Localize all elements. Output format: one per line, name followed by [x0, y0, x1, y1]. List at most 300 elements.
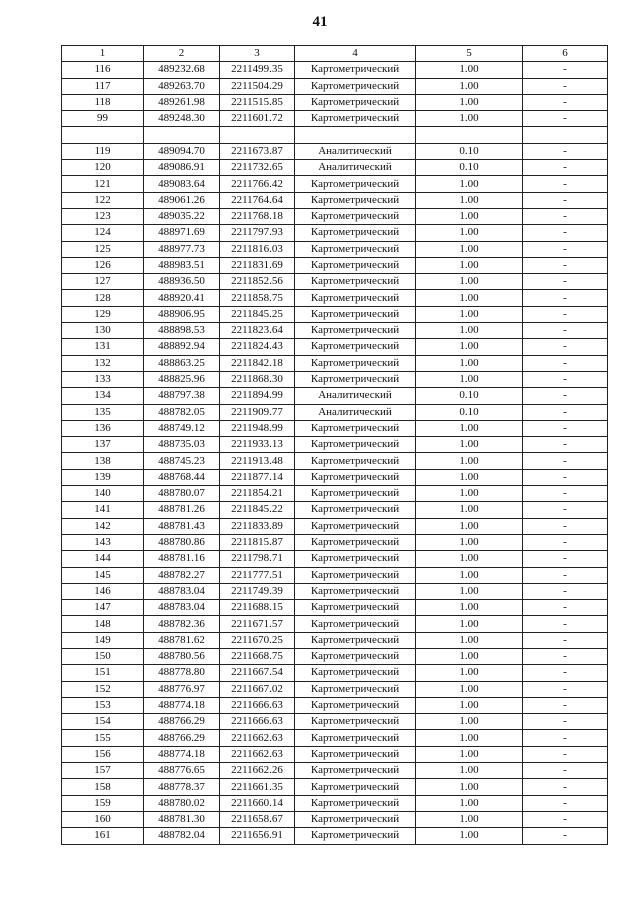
point-number-cell	[62, 127, 144, 143]
note-cell: -	[523, 257, 608, 273]
table-row	[62, 420, 608, 436]
x-coordinate-cell: 488778.37	[144, 779, 220, 795]
x-coordinate-cell: 489248.30	[144, 111, 220, 127]
x-coordinate-cell: 488782.27	[144, 567, 220, 583]
method-cell: Картометрический	[295, 355, 416, 371]
table-row	[62, 176, 608, 192]
y-coordinate-cell: 2211845.22	[220, 502, 295, 518]
note-cell: -	[523, 420, 608, 436]
x-coordinate-cell: 488936.50	[144, 274, 220, 290]
accuracy-cell: 1.00	[416, 551, 523, 567]
x-coordinate-cell: 488768.44	[144, 469, 220, 485]
table-row	[62, 355, 608, 371]
accuracy-cell: 1.00	[416, 665, 523, 681]
note-cell: -	[523, 143, 608, 159]
note-cell: -	[523, 681, 608, 697]
point-number-cell: 124	[62, 225, 144, 241]
method-cell: Картометрический	[295, 583, 416, 599]
table-row	[62, 62, 608, 78]
point-number-cell: 149	[62, 632, 144, 648]
x-coordinate-cell: 488766.29	[144, 730, 220, 746]
accuracy-cell: 1.00	[416, 111, 523, 127]
y-coordinate-cell: 2211858.75	[220, 290, 295, 306]
note-cell: -	[523, 616, 608, 632]
point-number-cell: 143	[62, 534, 144, 550]
table-row	[62, 225, 608, 241]
y-coordinate-cell: 2211833.89	[220, 518, 295, 534]
table-row	[62, 551, 608, 567]
note-cell: -	[523, 306, 608, 322]
method-cell: Картометрический	[295, 371, 416, 387]
column-header: 2	[144, 46, 220, 62]
y-coordinate-cell: 2211798.71	[220, 551, 295, 567]
note-cell: -	[523, 323, 608, 339]
point-number-cell: 118	[62, 94, 144, 110]
x-coordinate-cell: 488774.18	[144, 746, 220, 762]
accuracy-cell: 1.00	[416, 486, 523, 502]
method-cell: Картометрический	[295, 632, 416, 648]
note-cell: -	[523, 567, 608, 583]
x-coordinate-cell: 488749.12	[144, 420, 220, 436]
y-coordinate-cell: 2211673.87	[220, 143, 295, 159]
accuracy-cell: 1.00	[416, 225, 523, 241]
x-coordinate-cell	[144, 127, 220, 143]
table-row	[62, 811, 608, 827]
point-number-cell: 145	[62, 567, 144, 583]
x-coordinate-cell: 488778.80	[144, 665, 220, 681]
table-row	[62, 437, 608, 453]
x-coordinate-cell: 488766.29	[144, 714, 220, 730]
accuracy-cell: 1.00	[416, 616, 523, 632]
note-cell: -	[523, 779, 608, 795]
y-coordinate-cell: 2211671.57	[220, 616, 295, 632]
y-coordinate-cell: 2211662.63	[220, 746, 295, 762]
table-row	[62, 208, 608, 224]
y-coordinate-cell: 2211662.26	[220, 763, 295, 779]
method-cell: Картометрический	[295, 665, 416, 681]
note-cell: -	[523, 828, 608, 844]
y-coordinate-cell: 2211749.39	[220, 583, 295, 599]
y-coordinate-cell: 2211852.56	[220, 274, 295, 290]
table-row	[62, 160, 608, 176]
table-row	[62, 323, 608, 339]
point-number-cell: 117	[62, 78, 144, 94]
x-coordinate-cell: 488780.56	[144, 648, 220, 664]
note-cell: -	[523, 534, 608, 550]
note-cell: -	[523, 518, 608, 534]
method-cell: Картометрический	[295, 339, 416, 355]
method-cell: Картометрический	[295, 811, 416, 827]
accuracy-cell: 1.00	[416, 339, 523, 355]
method-cell: Картометрический	[295, 241, 416, 257]
y-coordinate-cell: 2211823.64	[220, 323, 295, 339]
y-coordinate-cell: 2211504.29	[220, 78, 295, 94]
method-cell: Картометрический	[295, 192, 416, 208]
point-number-cell: 132	[62, 355, 144, 371]
point-number-cell: 135	[62, 404, 144, 420]
point-number-cell: 137	[62, 437, 144, 453]
accuracy-cell: 0.10	[416, 388, 523, 404]
method-cell: Картометрический	[295, 567, 416, 583]
y-coordinate-cell: 2211660.14	[220, 795, 295, 811]
x-coordinate-cell: 488781.43	[144, 518, 220, 534]
point-number-cell: 150	[62, 648, 144, 664]
method-cell: Картометрический	[295, 518, 416, 534]
point-number-cell: 136	[62, 420, 144, 436]
table-row	[62, 600, 608, 616]
table-row	[62, 274, 608, 290]
note-cell: -	[523, 502, 608, 518]
method-cell: Картометрический	[295, 795, 416, 811]
note-cell: -	[523, 94, 608, 110]
x-coordinate-cell: 488797.38	[144, 388, 220, 404]
x-coordinate-cell: 488983.51	[144, 257, 220, 273]
y-coordinate-cell: 2211913.48	[220, 453, 295, 469]
note-cell: -	[523, 648, 608, 664]
y-coordinate-cell: 2211658.67	[220, 811, 295, 827]
note-cell: -	[523, 78, 608, 94]
note-cell: -	[523, 241, 608, 257]
note-cell: -	[523, 111, 608, 127]
column-header: 5	[416, 46, 523, 62]
x-coordinate-cell: 488781.16	[144, 551, 220, 567]
accuracy-cell: 1.00	[416, 828, 523, 844]
x-coordinate-cell: 488971.69	[144, 225, 220, 241]
point-number-cell: 126	[62, 257, 144, 273]
note-cell: -	[523, 763, 608, 779]
method-cell: Картометрический	[295, 420, 416, 436]
note-cell: -	[523, 469, 608, 485]
x-coordinate-cell: 488774.18	[144, 697, 220, 713]
note-cell: -	[523, 714, 608, 730]
point-number-cell: 134	[62, 388, 144, 404]
note-cell: -	[523, 355, 608, 371]
table-row	[62, 828, 608, 844]
method-cell: Картометрический	[295, 306, 416, 322]
table-row	[62, 681, 608, 697]
table-row	[62, 469, 608, 485]
y-coordinate-cell: 2211688.15	[220, 600, 295, 616]
note-cell: -	[523, 486, 608, 502]
note-cell: -	[523, 208, 608, 224]
point-number-cell: 152	[62, 681, 144, 697]
y-coordinate-cell: 2211661.35	[220, 779, 295, 795]
x-coordinate-cell: 488783.04	[144, 600, 220, 616]
accuracy-cell: 1.00	[416, 502, 523, 518]
y-coordinate-cell: 2211656.91	[220, 828, 295, 844]
point-number-cell: 144	[62, 551, 144, 567]
x-coordinate-cell: 488920.41	[144, 290, 220, 306]
table-row	[62, 632, 608, 648]
table-row	[62, 730, 608, 746]
point-number-cell: 142	[62, 518, 144, 534]
note-cell: -	[523, 225, 608, 241]
table-row	[62, 94, 608, 110]
table-row	[62, 518, 608, 534]
x-coordinate-cell: 489232.68	[144, 62, 220, 78]
note-cell: -	[523, 290, 608, 306]
y-coordinate-cell: 2211933.13	[220, 437, 295, 453]
column-header: 3	[220, 46, 295, 62]
accuracy-cell: 1.00	[416, 746, 523, 762]
method-cell: Картометрический	[295, 616, 416, 632]
accuracy-cell: 1.00	[416, 600, 523, 616]
point-number-cell: 99	[62, 111, 144, 127]
table-row	[62, 583, 608, 599]
note-cell: -	[523, 176, 608, 192]
accuracy-cell: 1.00	[416, 811, 523, 827]
accuracy-cell: 1.00	[416, 274, 523, 290]
method-cell: Картометрический	[295, 257, 416, 273]
note-cell: -	[523, 437, 608, 453]
note-cell: -	[523, 404, 608, 420]
y-coordinate-cell: 2211894.99	[220, 388, 295, 404]
accuracy-cell: 1.00	[416, 323, 523, 339]
point-number-cell: 157	[62, 763, 144, 779]
point-number-cell: 123	[62, 208, 144, 224]
point-number-cell: 125	[62, 241, 144, 257]
accuracy-cell: 1.00	[416, 241, 523, 257]
point-number-cell: 153	[62, 697, 144, 713]
table-row	[62, 388, 608, 404]
x-coordinate-cell: 488776.97	[144, 681, 220, 697]
point-number-cell: 146	[62, 583, 144, 599]
method-cell: Картометрический	[295, 111, 416, 127]
table-row	[62, 746, 608, 762]
point-number-cell: 131	[62, 339, 144, 355]
y-coordinate-cell: 2211854.21	[220, 486, 295, 502]
method-cell: Картометрический	[295, 486, 416, 502]
table-row	[62, 404, 608, 420]
x-coordinate-cell: 488780.02	[144, 795, 220, 811]
note-cell	[523, 127, 608, 143]
accuracy-cell: 1.00	[416, 257, 523, 273]
table-row	[62, 714, 608, 730]
table-row	[62, 290, 608, 306]
x-coordinate-cell: 488906.95	[144, 306, 220, 322]
y-coordinate-cell: 2211766.42	[220, 176, 295, 192]
method-cell: Картометрический	[295, 697, 416, 713]
point-number-cell: 119	[62, 143, 144, 159]
method-cell: Картометрический	[295, 600, 416, 616]
method-cell	[295, 127, 416, 143]
x-coordinate-cell: 488898.53	[144, 323, 220, 339]
table-row	[62, 78, 608, 94]
method-cell: Аналитический	[295, 388, 416, 404]
point-number-cell: 140	[62, 486, 144, 502]
point-number-cell: 116	[62, 62, 144, 78]
accuracy-cell: 1.00	[416, 306, 523, 322]
x-coordinate-cell: 489263.70	[144, 78, 220, 94]
accuracy-cell: 1.00	[416, 453, 523, 469]
x-coordinate-cell: 489261.98	[144, 94, 220, 110]
x-coordinate-cell: 488776.65	[144, 763, 220, 779]
method-cell: Картометрический	[295, 78, 416, 94]
point-number-cell: 121	[62, 176, 144, 192]
table-row	[62, 534, 608, 550]
accuracy-cell: 0.10	[416, 143, 523, 159]
point-number-cell: 159	[62, 795, 144, 811]
y-coordinate-cell: 2211666.63	[220, 697, 295, 713]
y-coordinate-cell: 2211670.25	[220, 632, 295, 648]
point-number-cell: 161	[62, 828, 144, 844]
accuracy-cell: 0.10	[416, 404, 523, 420]
y-coordinate-cell: 2211662.63	[220, 730, 295, 746]
table-row	[62, 502, 608, 518]
x-coordinate-cell: 488735.03	[144, 437, 220, 453]
table-row	[62, 306, 608, 322]
method-cell: Картометрический	[295, 730, 416, 746]
note-cell: -	[523, 388, 608, 404]
method-cell: Картометрический	[295, 290, 416, 306]
accuracy-cell: 1.00	[416, 469, 523, 485]
x-coordinate-cell: 488745.23	[144, 453, 220, 469]
note-cell: -	[523, 600, 608, 616]
y-coordinate-cell: 2211777.51	[220, 567, 295, 583]
y-coordinate-cell: 2211815.87	[220, 534, 295, 550]
table-row	[62, 192, 608, 208]
accuracy-cell: 1.00	[416, 420, 523, 436]
method-cell: Картометрический	[295, 94, 416, 110]
method-cell: Картометрический	[295, 551, 416, 567]
coordinates-table	[61, 45, 608, 845]
table-header-row	[62, 46, 608, 62]
method-cell: Картометрический	[295, 176, 416, 192]
note-cell: -	[523, 795, 608, 811]
y-coordinate-cell: 2211816.03	[220, 241, 295, 257]
method-cell: Картометрический	[295, 437, 416, 453]
y-coordinate-cell: 2211668.75	[220, 648, 295, 664]
accuracy-cell	[416, 127, 523, 143]
method-cell: Аналитический	[295, 160, 416, 176]
x-coordinate-cell: 488782.04	[144, 828, 220, 844]
note-cell: -	[523, 192, 608, 208]
table-row	[62, 127, 608, 143]
note-cell: -	[523, 62, 608, 78]
table-row	[62, 779, 608, 795]
y-coordinate-cell: 2211732.65	[220, 160, 295, 176]
method-cell: Картометрический	[295, 502, 416, 518]
method-cell: Картометрический	[295, 746, 416, 762]
point-number-cell: 158	[62, 779, 144, 795]
x-coordinate-cell: 488782.05	[144, 404, 220, 420]
point-number-cell: 127	[62, 274, 144, 290]
accuracy-cell: 1.00	[416, 648, 523, 664]
method-cell: Картометрический	[295, 681, 416, 697]
table-row	[62, 567, 608, 583]
accuracy-cell: 1.00	[416, 62, 523, 78]
point-number-cell: 128	[62, 290, 144, 306]
y-coordinate-cell: 2211948.99	[220, 420, 295, 436]
x-coordinate-cell: 488783.04	[144, 583, 220, 599]
table-row	[62, 339, 608, 355]
method-cell: Картометрический	[295, 648, 416, 664]
x-coordinate-cell: 489061.26	[144, 192, 220, 208]
point-number-cell: 154	[62, 714, 144, 730]
x-coordinate-cell: 488781.62	[144, 632, 220, 648]
point-number-cell: 141	[62, 502, 144, 518]
note-cell: -	[523, 160, 608, 176]
method-cell: Картометрический	[295, 534, 416, 550]
point-number-cell: 120	[62, 160, 144, 176]
note-cell: -	[523, 730, 608, 746]
x-coordinate-cell: 488863.25	[144, 355, 220, 371]
y-coordinate-cell: 2211601.72	[220, 111, 295, 127]
table-row	[62, 616, 608, 632]
x-coordinate-cell: 488780.07	[144, 486, 220, 502]
x-coordinate-cell: 488780.86	[144, 534, 220, 550]
accuracy-cell: 1.00	[416, 518, 523, 534]
y-coordinate-cell: 2211845.25	[220, 306, 295, 322]
accuracy-cell: 0.10	[416, 160, 523, 176]
method-cell: Картометрический	[295, 274, 416, 290]
point-number-cell: 138	[62, 453, 144, 469]
point-number-cell: 156	[62, 746, 144, 762]
accuracy-cell: 1.00	[416, 714, 523, 730]
x-coordinate-cell: 488825.96	[144, 371, 220, 387]
table-row	[62, 763, 608, 779]
accuracy-cell: 1.00	[416, 730, 523, 746]
table-row	[62, 111, 608, 127]
note-cell: -	[523, 665, 608, 681]
y-coordinate-cell: 2211768.18	[220, 208, 295, 224]
x-coordinate-cell: 489035.22	[144, 208, 220, 224]
note-cell: -	[523, 371, 608, 387]
accuracy-cell: 1.00	[416, 176, 523, 192]
method-cell: Картометрический	[295, 763, 416, 779]
accuracy-cell: 1.00	[416, 371, 523, 387]
point-number-cell: 139	[62, 469, 144, 485]
y-coordinate-cell: 2211667.02	[220, 681, 295, 697]
point-number-cell: 160	[62, 811, 144, 827]
table-row	[62, 665, 608, 681]
table-row	[62, 697, 608, 713]
point-number-cell: 133	[62, 371, 144, 387]
y-coordinate-cell: 2211842.18	[220, 355, 295, 371]
table-row	[62, 143, 608, 159]
accuracy-cell: 1.00	[416, 583, 523, 599]
table-row	[62, 795, 608, 811]
method-cell: Аналитический	[295, 143, 416, 159]
table-row	[62, 453, 608, 469]
y-coordinate-cell: 2211797.93	[220, 225, 295, 241]
y-coordinate-cell: 2211764.64	[220, 192, 295, 208]
point-number-cell: 148	[62, 616, 144, 632]
accuracy-cell: 1.00	[416, 78, 523, 94]
method-cell: Картометрический	[295, 469, 416, 485]
accuracy-cell: 1.00	[416, 567, 523, 583]
method-cell: Картометрический	[295, 453, 416, 469]
method-cell: Картометрический	[295, 779, 416, 795]
table-row	[62, 648, 608, 664]
y-coordinate-cell	[220, 127, 295, 143]
y-coordinate-cell: 2211831.69	[220, 257, 295, 273]
accuracy-cell: 1.00	[416, 697, 523, 713]
note-cell: -	[523, 697, 608, 713]
y-coordinate-cell: 2211515.85	[220, 94, 295, 110]
point-number-cell: 147	[62, 600, 144, 616]
y-coordinate-cell: 2211666.63	[220, 714, 295, 730]
x-coordinate-cell: 488781.26	[144, 502, 220, 518]
table-row	[62, 486, 608, 502]
y-coordinate-cell: 2211499.35	[220, 62, 295, 78]
note-cell: -	[523, 746, 608, 762]
table-body	[62, 62, 608, 844]
x-coordinate-cell: 489086.91	[144, 160, 220, 176]
x-coordinate-cell: 488782.36	[144, 616, 220, 632]
x-coordinate-cell: 489094.70	[144, 143, 220, 159]
accuracy-cell: 1.00	[416, 795, 523, 811]
